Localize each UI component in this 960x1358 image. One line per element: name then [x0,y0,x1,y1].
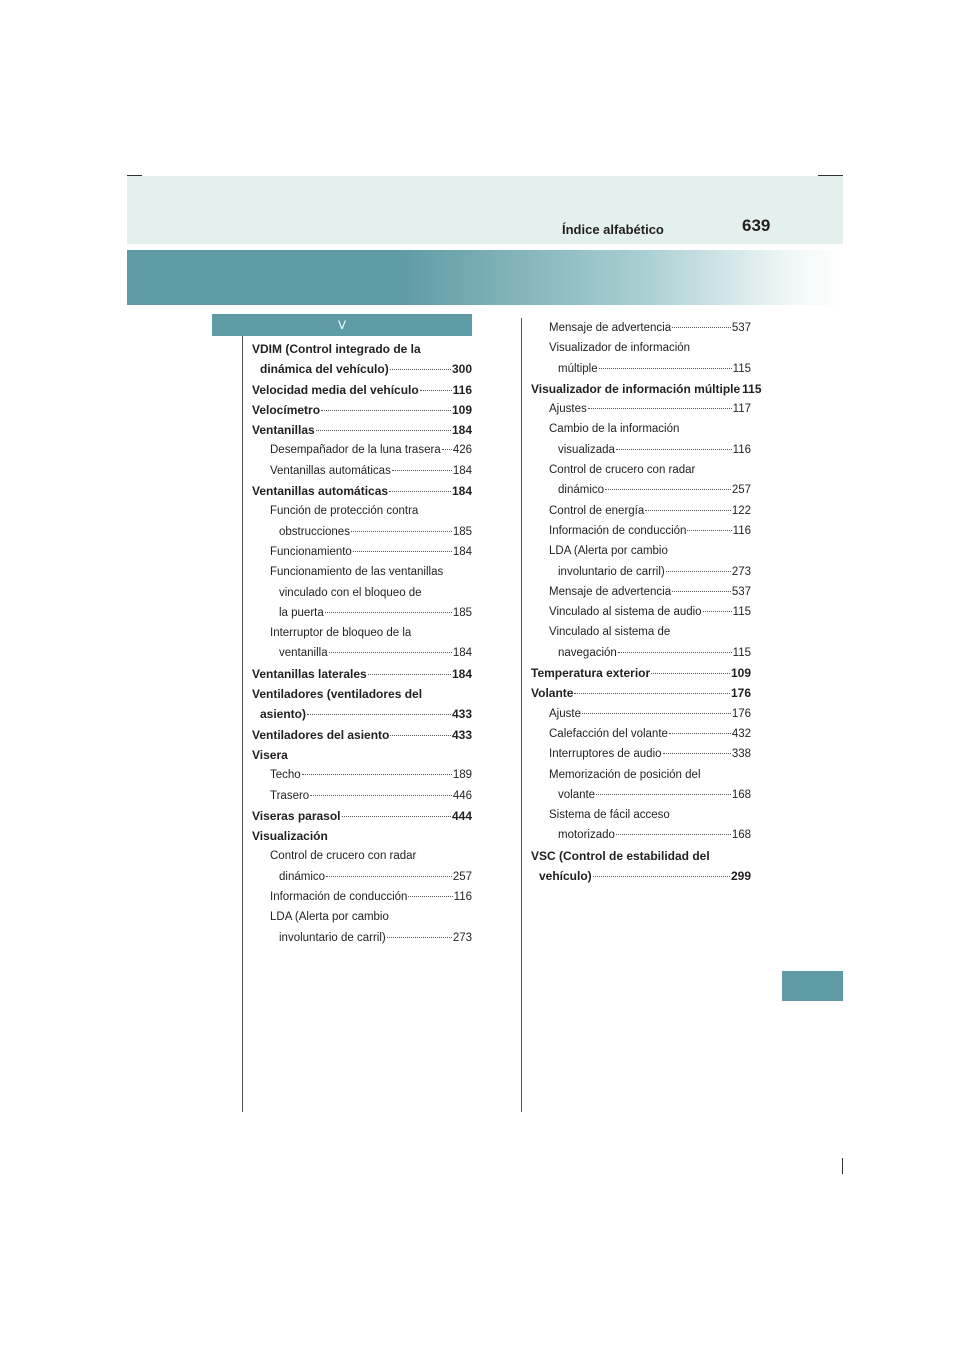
index-entry-text: Ventanillas [252,423,315,438]
index-entry-text: vinculado con el bloqueo de [279,586,422,599]
index-entry [252,826,472,846]
index-entry-text: VSC (Control de estabilidad del [531,848,710,863]
index-entry-text: LDA (Alerta por cambio [270,911,389,924]
index-entry [531,582,751,602]
index-entry [252,867,472,887]
index-entry-text: Velocímetro [252,402,321,417]
index-entry-page[interactable]: 115 [732,646,751,659]
leader-dots [599,368,732,369]
index-entry-text: visualizada [558,443,615,456]
index-entry [531,765,751,785]
index-entry-page[interactable]: 185 [452,606,472,619]
leader-dots [645,510,731,511]
index-entry-text: involuntario de carril) [279,931,386,944]
index-entry [252,440,472,460]
index-entry-page[interactable]: 109 [451,402,472,417]
index-entry-text: volante [558,788,596,801]
index-entry-text: Información de conducción [549,524,687,537]
leader-dots [387,937,452,938]
leader-dots [651,673,730,674]
index-entry [252,400,472,420]
index-entry [252,887,472,907]
index-entry-text: Viseras parasol [252,808,341,823]
index-entry [252,786,472,806]
index-entry [252,846,472,866]
leader-dots [389,491,451,492]
leader-dots [316,430,451,431]
index-entry-text: Visualizador de información múltiple [531,381,741,396]
leader-dots [618,652,732,653]
index-entry-text: Mensaje de advertencia [549,322,672,334]
index-entry-text: múltiple [558,362,598,375]
index-entry-text: Sistema de fácil acceso [549,809,670,822]
index-entry [531,379,762,399]
index-entry-page[interactable]: 444 [451,808,472,823]
header-band [127,176,843,244]
leader-dots [310,795,452,796]
index-entry-page[interactable]: 189 [452,769,472,782]
index-entry [531,440,751,460]
index-entry [531,663,751,683]
index-entry [252,603,472,623]
index-entry-page[interactable]: 184 [452,647,472,660]
leader-dots [672,591,731,592]
leader-dots [351,531,452,532]
leader-dots [392,470,452,471]
index-entry-text: Calefacción del volante [549,727,668,740]
index-entry [531,460,751,480]
index-entry [531,866,751,886]
index-entry-page[interactable]: 446 [452,789,472,802]
index-entry [252,359,472,379]
leader-dots [368,674,451,675]
index-entry-page[interactable]: 184 [451,484,472,499]
index-entry [252,420,472,440]
index-entry [531,359,751,379]
index-entry-text: Visualización [252,829,328,844]
index-entry-text: obstrucciones [279,525,350,538]
index-entry-page[interactable]: 257 [731,484,751,497]
index-entry [531,480,751,500]
index-entry [531,501,751,521]
index-entry-text: Ajuste [549,707,581,720]
index-entry-text: Control de crucero con radar [270,850,417,863]
index-entry [252,907,472,927]
leader-dots [663,753,731,754]
page-title: Índice alfabético [562,222,664,237]
index-entry [531,541,751,561]
leader-dots [593,876,730,877]
index-entry-page[interactable]: 185 [452,525,472,538]
index-entry [252,623,472,643]
index-entry-text: Vinculado al sistema de audio [549,606,702,619]
leader-dots [616,449,732,450]
index-entry-page[interactable]: 184 [451,666,472,681]
section-letter-bar: V [212,314,472,336]
index-entry [252,664,472,684]
index-entry [252,339,472,359]
leader-dots [442,449,452,450]
index-entry-text: Temperatura exterior [531,666,651,681]
index-entry [531,602,751,622]
index-entry [531,419,751,439]
index-entry-page[interactable]: 257 [452,870,472,883]
index-entry-text: Ajustes [549,403,587,416]
leader-dots [302,774,452,775]
leader-dots [307,714,451,715]
index-entry-text: vehículo) [539,869,592,884]
index-entry-page[interactable]: 168 [731,829,751,842]
index-entry [531,338,751,358]
leader-dots [329,652,452,653]
index-entry-text: Interruptor de bloqueo de la [270,627,412,640]
index-entry-page[interactable]: 433 [451,727,472,742]
index-entry-text: Funcionamiento de las ventanillas [270,566,444,579]
index-entry-page[interactable]: 122 [731,504,751,517]
leader-dots [408,896,452,897]
leader-dots [325,612,452,613]
index-entry-text: Ventiladores (ventiladores del [252,687,423,702]
index-entry [531,785,751,805]
index-entry [531,643,751,663]
index-entry-text: Memorización de posición del [549,768,701,781]
index-entry-text: ventanilla [279,647,328,660]
index-entry-page[interactable]: 115 [732,606,751,619]
leader-dots [326,876,452,877]
index-entry-text: Techo [270,769,301,782]
index-entry-text: Función de protección contra [270,505,419,518]
index-entry-page[interactable]: 116 [453,891,472,904]
index-entry-text: Ventiladores del asiento [252,727,390,742]
index-entry [252,704,472,724]
index-entry-page[interactable]: 433 [451,707,472,722]
index-entry [531,825,751,845]
chapter-banner [127,250,843,305]
index-entry [252,765,472,785]
index-entry [252,542,472,562]
index-entry-text: Interruptores de audio [549,748,662,761]
leader-dots [588,408,732,409]
index-entry [252,461,472,481]
index-entry-page[interactable]: 116 [452,382,472,397]
index-entry-page[interactable]: 109 [730,666,751,681]
index-entry [531,318,751,338]
index-entry-page[interactable]: 115 [742,381,762,396]
index-entry [531,399,751,419]
index-entry-page[interactable]: 273 [452,931,472,944]
index-entry-page[interactable]: 117 [732,403,751,416]
leader-dots [672,327,731,328]
index-entry-page[interactable]: 432 [731,727,751,740]
index-entry-text: la puerta [279,606,324,619]
index-entry-text: Visualizador de información [549,342,691,355]
index-entry-text: dinámico [558,484,605,497]
leader-dots [582,713,731,714]
index-entry-text: Ventanillas automáticas [270,464,391,477]
index-entry-page[interactable]: 184 [452,464,472,477]
leader-dots [390,369,451,370]
index-entry-text: Mensaje de advertencia [549,585,672,598]
index-entry-text: Control de crucero con radar [549,464,696,477]
index-entry-text: Funcionamiento [270,545,352,558]
index-entry-text: VDIM (Control integrado de la [252,342,421,356]
index-entry-text: Trasero [270,789,310,802]
leader-dots [353,551,452,552]
index-entry-page[interactable]: 537 [731,322,751,334]
index-entry-text: Vinculado al sistema de [549,626,671,639]
leader-dots [342,816,451,817]
index-entry [531,683,751,703]
index-entry-text: Información de conducción [270,891,408,904]
index-entry [531,704,751,724]
index-entry [252,501,472,521]
index-entry-text: Ventanillas laterales [252,666,367,681]
index-entry-text: LDA (Alerta por cambio [549,545,668,558]
index-entry-page[interactable]: 116 [732,443,751,456]
index-entry-page[interactable]: 537 [731,585,751,598]
column-rule-middle [521,318,522,1112]
leader-dots [390,735,451,736]
leader-dots [703,611,732,612]
index-entry [252,583,472,603]
index-entry-text: Ventanillas automáticas [252,484,389,499]
leader-dots [666,571,731,572]
index-entry [252,481,472,501]
index-entry-text: navegación [558,646,617,659]
index-entry-text: Control de energía [549,504,645,517]
index-entry-text: Volante [531,686,574,701]
page-number: 639 [742,216,771,235]
index-entry [252,643,472,663]
index-entry [531,744,751,764]
leader-dots [596,794,731,795]
index-entry [252,684,472,704]
index-entry-page[interactable]: 184 [451,423,472,438]
index-entry [531,622,751,642]
index-entry-text: motorizado [558,829,615,842]
index-entry [252,380,472,400]
index-entry-page[interactable]: 176 [731,707,751,720]
index-entry [252,806,472,826]
index-entry-page[interactable]: 273 [731,565,751,578]
leader-dots [420,390,452,391]
index-entry-text: Velocidad media del vehículo [252,382,419,397]
index-entry-page[interactable]: 426 [452,444,472,457]
leader-dots [669,733,731,734]
index-entry-page[interactable]: 299 [730,869,751,884]
leader-dots [574,693,730,694]
leader-dots [321,410,451,411]
index-entry-page[interactable]: 168 [731,788,751,801]
index-entry-text: dinámica del vehículo) [260,362,389,377]
index-entry [252,928,472,948]
index-entry-page[interactable]: 176 [730,686,751,701]
crop-mark [842,1158,843,1174]
index-entry [252,562,472,582]
index-entry-text: dinámico [279,870,326,883]
index-entry-page[interactable]: 116 [732,524,751,537]
index-entry-text: asiento) [260,707,307,722]
index-entry-page[interactable]: 338 [731,748,751,761]
chapter-side-tab [782,971,843,1001]
index-column-left [252,339,472,948]
index-entry-text: Cambio de la información [549,423,680,436]
index-entry-text: involuntario de carril) [558,565,665,578]
index-entry [531,562,751,582]
index-entry-page[interactable]: 184 [452,545,472,558]
index-entry-page[interactable]: 115 [732,362,751,375]
leader-dots [616,834,731,835]
index-entry [531,521,751,541]
index-entry-text: Desempañador de la luna trasera [270,444,441,457]
index-entry [531,846,751,866]
index-column-right [531,318,762,886]
index-entry [252,522,472,542]
leader-dots [605,489,731,490]
index-entry [531,805,751,825]
leader-dots [687,530,731,531]
index-entry [252,725,472,745]
column-rule-left [242,336,243,1112]
index-entry [252,745,472,765]
index-entry-text: Visera [252,747,288,762]
index-entry [531,724,751,744]
index-entry-page[interactable]: 300 [451,362,472,377]
